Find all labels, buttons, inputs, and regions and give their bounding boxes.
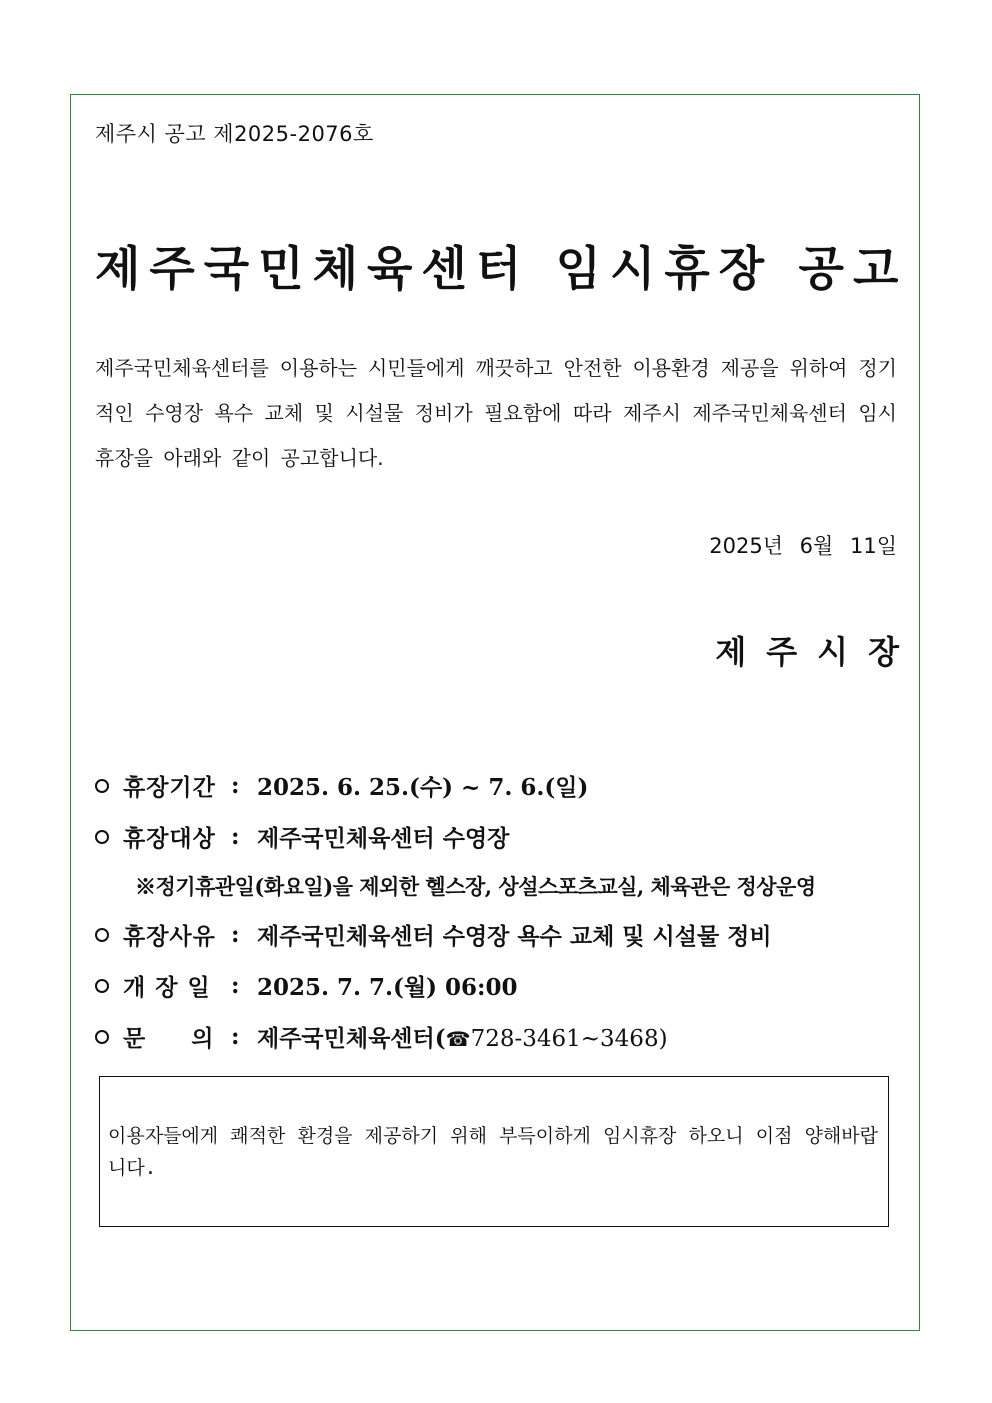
closing-message: 이용자들에게 쾌적한 환경을 제공하기 위해 부득이하게 임시휴장 하오니 이점 양해바랍니다. [108, 1125, 878, 1179]
notice-number: 제주시 공고 제2025-2076호 [95, 122, 374, 146]
contact-phone: 728-3461~3468) [470, 1026, 668, 1052]
circle-bullet-icon [95, 779, 109, 793]
issuer-name: 제주시장 [715, 633, 919, 671]
detail-colon: : [231, 972, 240, 999]
detail-item-period [95, 760, 905, 811]
page-title: 제주국민체육센터 임시휴장 공고 [95, 242, 908, 297]
contact-name: 제주국민체육센터( [257, 1025, 446, 1052]
detail-item-target [95, 811, 905, 862]
detail-value [257, 1020, 668, 1053]
circle-bullet-icon [95, 928, 109, 942]
detail-label: 휴장대상 [123, 825, 216, 852]
operation-note: ※정기휴관일(화요일)을 제외한 헬스장, 상설스포츠교실, 체육관은 정상운영 [135, 873, 816, 899]
detail-value: 제주국민체육센터 수영장 욕수 교체 및 시설물 정비 [257, 923, 772, 950]
intro-paragraph: 제주국민체육센터를 이용하는 시민들에게 깨끗하고 안전한 이용환경 제공을 위하여 정기적인 수영장 욕수 교체 및 시설물 정비가 필요함에 따라 제주시 제주국민체육센터 임시휴장을 아래와 같이 공고합니다. [95, 356, 897, 470]
detail-label: 개 장 일 [123, 974, 211, 1001]
detail-colon: : [231, 823, 240, 850]
detail-colon: : [231, 921, 240, 948]
details-list [95, 760, 905, 1062]
detail-label: 문 의 [123, 1025, 215, 1052]
detail-value: 제주국민체육센터 수영장 [257, 825, 510, 852]
issue-date: 2025년 6월 11일 [709, 534, 897, 558]
detail-item-contact [95, 1011, 905, 1062]
detail-item-reopen [95, 960, 905, 1011]
circle-bullet-icon [95, 979, 109, 993]
circle-bullet-icon [95, 830, 109, 844]
detail-value: 2025. 7. 7.(월) 06:00 [257, 974, 518, 1001]
detail-colon: : [231, 772, 240, 799]
detail-item-reason [95, 909, 905, 960]
detail-label: 휴장기간 [123, 774, 216, 801]
detail-value: 2025. 6. 25.(수) ~ 7. 6.(일) [257, 774, 589, 801]
phone-icon: ☎ [445, 1027, 471, 1051]
circle-bullet-icon [95, 1030, 109, 1044]
detail-label: 휴장사유 [123, 923, 216, 950]
detail-colon: : [231, 1023, 240, 1050]
